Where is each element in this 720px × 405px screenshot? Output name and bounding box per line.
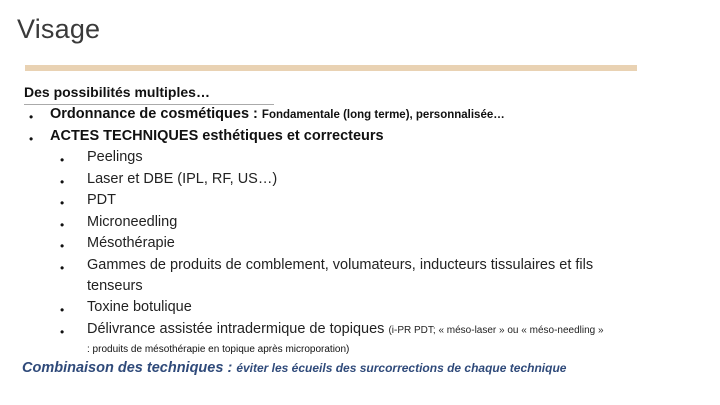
list-item-pdt: PDT [87,192,116,208]
list-item-comblement: Gammes de produits de comblement, volumateurs, inducteurs tissulaires et fils [87,257,594,273]
list-item-ordonnance [50,106,505,122]
bullet-marker: • [60,239,65,253]
intro-underline [24,104,274,105]
bullet-marker: • [60,153,65,167]
bullet-marker: • [29,110,34,124]
list-item-detail: Fondamentale (long terme), personnalisée… [261,109,505,121]
list-item-peelings: Peelings [87,149,143,165]
list-item-continuation: : produits de mésothérapie en topique après microporation) [87,344,350,355]
bullet-marker: • [60,303,65,317]
list-item-actes-techniques [50,128,384,144]
bullet-marker: • [60,175,65,189]
slide-title: Visage [17,14,101,44]
bullet-marker: • [60,218,65,232]
list-item-laser: Laser et DBE (IPL, RF, US…) [87,171,278,187]
list-item-text: Délivrance assistée intradermique de topiques [87,321,385,337]
bullet-marker: • [60,261,65,275]
list-item-delivrance [87,321,604,337]
accent-divider [25,65,637,71]
list-item-mesotherapie: Mésothérapie [87,235,175,251]
closing-lead: Combinaison des techniques : [22,360,233,376]
list-item-note: (i-PR PDT; « méso-laser » ou « méso-needling » [388,325,604,336]
closing-detail: éviter les écueils des surcorrections de chaque technique [236,361,567,375]
bullet-marker: • [60,196,65,210]
list-item-lead: ACTES TECHNIQUES esthétiques et correcteurs [50,128,384,144]
list-item-microneedling: Microneedling [87,214,178,230]
list-item-continuation: tenseurs [87,278,143,294]
bullet-marker: • [29,132,34,146]
list-item-toxine: Toxine botulique [87,299,192,315]
closing-statement [22,360,566,376]
list-item-lead: Ordonnance de cosmétiques : [50,106,258,122]
intro-heading: Des possibilités multiples… [24,84,210,100]
bullet-marker: • [60,325,65,339]
